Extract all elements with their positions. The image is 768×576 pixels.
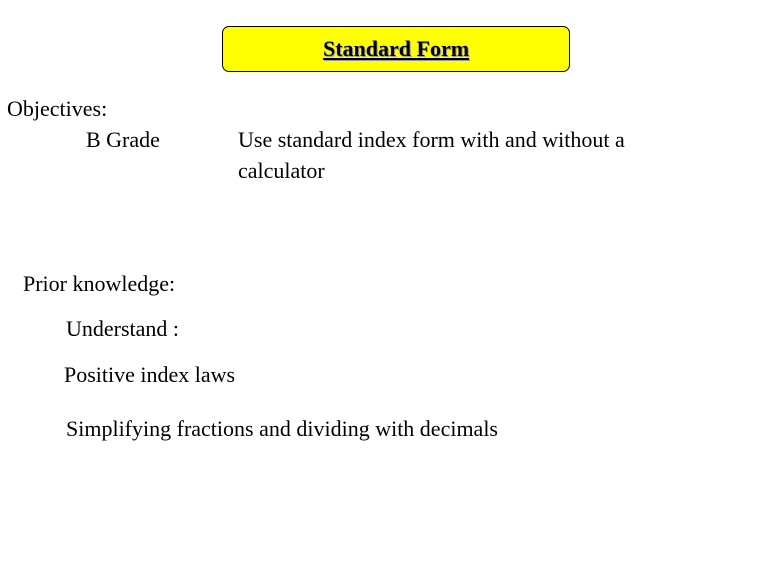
prior-knowledge-item-index-laws: Positive index laws bbox=[64, 362, 236, 387]
prior-knowledge-item-fractions: Simplifying fractions and dividing with decimals bbox=[66, 416, 498, 441]
title-box bbox=[222, 26, 570, 72]
grade-label: B Grade bbox=[86, 127, 160, 152]
prior-knowledge-label: Prior knowledge: bbox=[23, 271, 176, 296]
objectives-label: Objectives: bbox=[7, 96, 108, 121]
understand-label: Understand : bbox=[66, 316, 180, 341]
slide-title: Standard Form bbox=[322, 36, 470, 61]
objective-text: Use standard index form with and without a calculator bbox=[238, 127, 625, 183]
